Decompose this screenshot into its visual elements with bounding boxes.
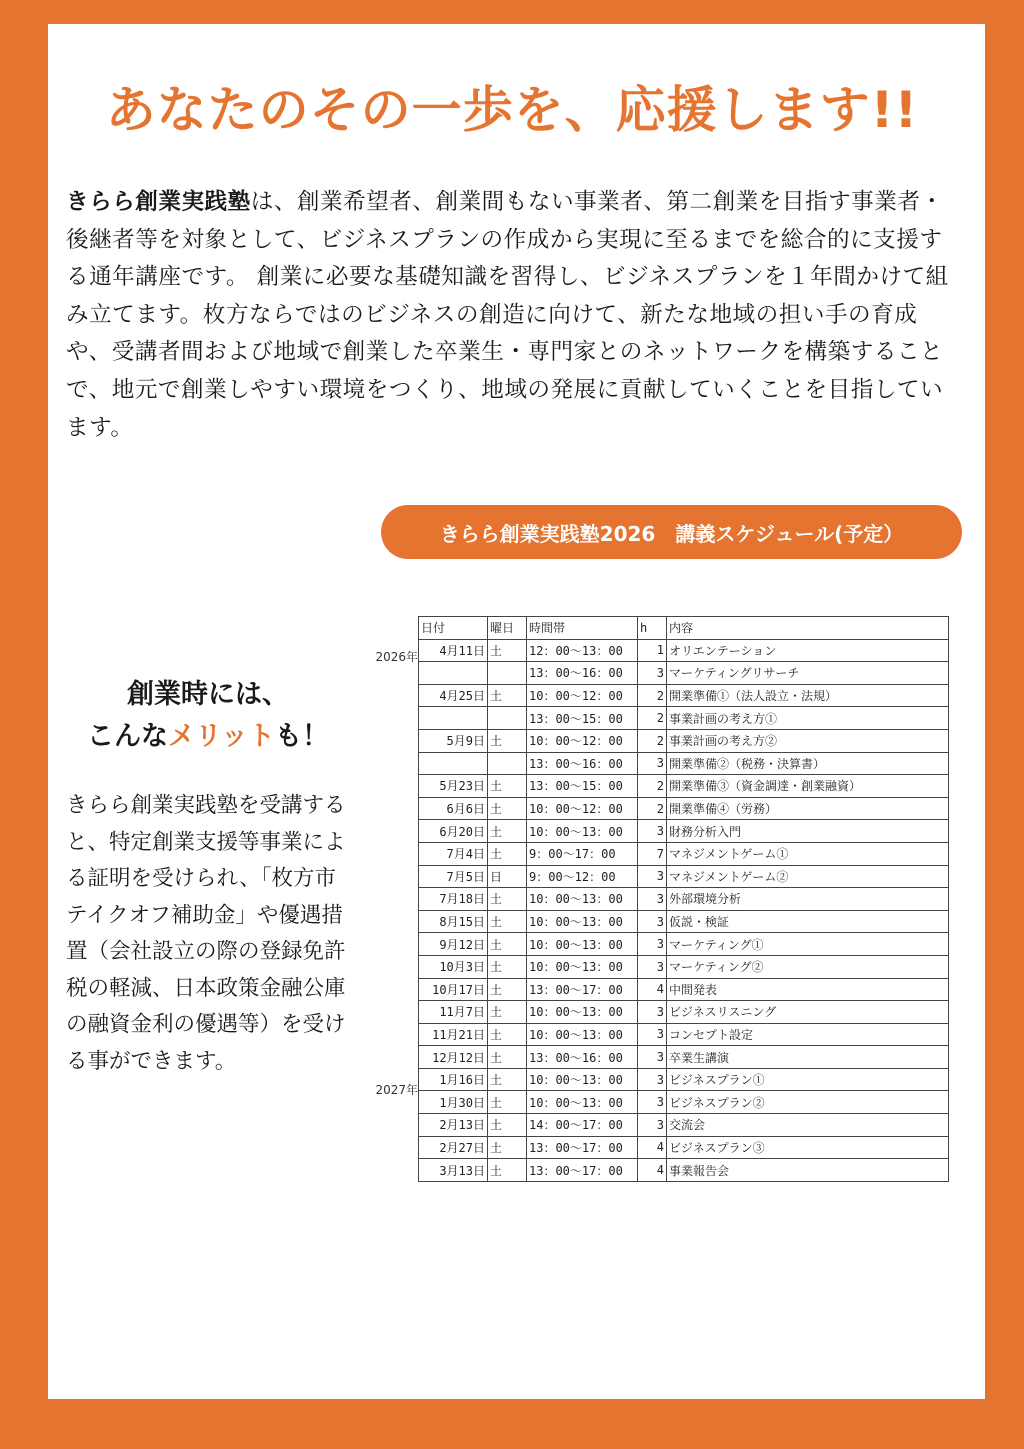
cell-day [488, 662, 527, 685]
cell-h: 1 [638, 639, 667, 662]
table-row [419, 729, 949, 752]
cell-h: 3 [638, 1091, 667, 1114]
cell-time: 13：00～16：00 [527, 662, 638, 685]
cell-date: 7月18日 [419, 888, 488, 911]
cell-time: 10：00～13：00 [527, 820, 638, 843]
cell-h: 4 [638, 1136, 667, 1159]
schedule-table [418, 616, 949, 1182]
cell-h: 3 [638, 1001, 667, 1024]
header-day: 曜日 [488, 617, 527, 640]
cell-day: 土 [488, 775, 527, 798]
cell-content: オリエンテーション [667, 639, 949, 662]
table-row [419, 684, 949, 707]
cell-h: 2 [638, 707, 667, 730]
cell-date [419, 752, 488, 775]
cell-date: 5月23日 [419, 775, 488, 798]
table-row [419, 1001, 949, 1024]
year-label-2026: 2026年 [375, 650, 418, 664]
cell-time: 10：00～12：00 [527, 797, 638, 820]
cell-date: 6月20日 [419, 820, 488, 843]
header-content: 内容 [667, 617, 949, 640]
cell-h: 3 [638, 1023, 667, 1046]
table-row [419, 1046, 949, 1069]
merit-heading-pre: こんな [87, 721, 169, 752]
cell-date [419, 662, 488, 685]
table-row [419, 978, 949, 1001]
schedule-header-row [419, 617, 949, 640]
merit-heading-line1: 創業時には、 [127, 679, 289, 710]
cell-time: 13：00～16：00 [527, 1046, 638, 1069]
cell-date: 7月4日 [419, 842, 488, 865]
cell-day: 土 [488, 1136, 527, 1159]
cell-date: 12月12日 [419, 1046, 488, 1069]
table-row [419, 752, 949, 775]
cell-day: 日 [488, 865, 527, 888]
table-row [419, 1023, 949, 1046]
cell-date: 4月11日 [419, 639, 488, 662]
cell-content: 卒業生講演 [667, 1046, 949, 1069]
table-row [419, 955, 949, 978]
cell-date: 11月21日 [419, 1023, 488, 1046]
cell-content: マーケティング② [667, 955, 949, 978]
headline: あなたのその一歩を、応援します!! [105, 81, 919, 139]
cell-day: 土 [488, 1114, 527, 1137]
cell-date: 10月3日 [419, 955, 488, 978]
merit-heading-line2 [48, 716, 368, 758]
table-row [419, 639, 949, 662]
cell-time: 13：00～17：00 [527, 1136, 638, 1159]
cell-day: 土 [488, 910, 527, 933]
cell-day: 土 [488, 1001, 527, 1024]
cell-date: 2月13日 [419, 1114, 488, 1137]
intro-text: は、創業希望者、創業間もない事業者、第二創業を目指す事業者・後継者等を対象として、ビジネスプランの作成から実現に至るまでを総合的に支援する通年講座です。 創業に必要な基礎知識を習得し、ビジネスプランを１年間かけて組み立てます。枚方ならではのビジネスの創造に向けて、新たな地域の担い手の育成や、受講者間および地域で創業した卒業生・専門家とのネットワークを構築することで、地元で創業しやすい環境をつくり、地域の発展に貢献していくことを目指しています。 [66, 189, 949, 441]
table-row [419, 1068, 949, 1091]
cell-h: 3 [638, 933, 667, 956]
cell-day: 土 [488, 955, 527, 978]
cell-time: 9：00～17：00 [527, 842, 638, 865]
table-row [419, 910, 949, 933]
cell-day: 土 [488, 1159, 527, 1182]
cell-date: 5月9日 [419, 729, 488, 752]
cell-day: 土 [488, 639, 527, 662]
cell-h: 2 [638, 729, 667, 752]
cell-content: 開業準備②（税務・決算書） [667, 752, 949, 775]
cell-time: 10：00～13：00 [527, 1001, 638, 1024]
cell-date: 10月17日 [419, 978, 488, 1001]
cell-h: 4 [638, 978, 667, 1001]
cell-content: 事業計画の考え方① [667, 707, 949, 730]
cell-time: 10：00～13：00 [527, 1023, 638, 1046]
merit-heading-accent: メリット [168, 721, 275, 752]
cell-day: 土 [488, 1046, 527, 1069]
cell-day: 土 [488, 1091, 527, 1114]
cell-time: 10：00～13：00 [527, 955, 638, 978]
cell-h: 3 [638, 752, 667, 775]
cell-date: 11月7日 [419, 1001, 488, 1024]
cell-time: 10：00～12：00 [527, 684, 638, 707]
cell-content: 開業準備③（資金調達・創業融資） [667, 775, 949, 798]
program-name: きらら創業実践塾 [66, 189, 251, 215]
cell-day: 土 [488, 820, 527, 843]
table-row [419, 1114, 949, 1137]
cell-h: 2 [638, 797, 667, 820]
cell-h: 2 [638, 775, 667, 798]
schedule-title-banner: きらら創業実践塾2026 講義スケジュール(予定） [381, 505, 962, 559]
cell-day [488, 707, 527, 730]
cell-content: 開業準備④（労務） [667, 797, 949, 820]
table-row [419, 820, 949, 843]
cell-time: 10：00～13：00 [527, 910, 638, 933]
cell-date [419, 707, 488, 730]
cell-time: 9：00～12：00 [527, 865, 638, 888]
cell-time: 13：00～17：00 [527, 1159, 638, 1182]
cell-content: ビジネスプラン① [667, 1068, 949, 1091]
cell-h: 2 [638, 684, 667, 707]
header-hours: h [638, 617, 667, 640]
cell-content: ビジネスプラン③ [667, 1136, 949, 1159]
cell-content: マーケティングリサーチ [667, 662, 949, 685]
cell-date: 1月16日 [419, 1068, 488, 1091]
cell-content: マネジメントゲーム② [667, 865, 949, 888]
cell-time: 13：00～15：00 [527, 707, 638, 730]
cell-h: 3 [638, 1068, 667, 1091]
table-row [419, 775, 949, 798]
cell-time: 12：00～13：00 [527, 639, 638, 662]
cell-h: 3 [638, 820, 667, 843]
merit-heading [48, 674, 368, 758]
cell-time: 10：00～13：00 [527, 1068, 638, 1091]
cell-h: 3 [638, 865, 667, 888]
cell-h: 3 [638, 888, 667, 911]
cell-date: 9月12日 [419, 933, 488, 956]
cell-content: 開業準備①（法人設立・法規） [667, 684, 949, 707]
table-row [419, 1091, 949, 1114]
cell-date: 7月5日 [419, 865, 488, 888]
cell-time: 10：00～13：00 [527, 888, 638, 911]
cell-date: 1月30日 [419, 1091, 488, 1114]
table-row [419, 797, 949, 820]
table-row [419, 933, 949, 956]
cell-content: ビジネスプラン② [667, 1091, 949, 1114]
cell-h: 3 [638, 955, 667, 978]
cell-content: 財務分析入門 [667, 820, 949, 843]
cell-day: 土 [488, 729, 527, 752]
cell-h: 4 [638, 1159, 667, 1182]
cell-h: 3 [638, 662, 667, 685]
cell-date: 2月27日 [419, 1136, 488, 1159]
cell-content: ビジネスリスニング [667, 1001, 949, 1024]
table-row [419, 662, 949, 685]
cell-day: 土 [488, 933, 527, 956]
cell-h: 3 [638, 910, 667, 933]
cell-day [488, 752, 527, 775]
cell-day: 土 [488, 797, 527, 820]
cell-day: 土 [488, 684, 527, 707]
table-row [419, 707, 949, 730]
cell-time: 13：00～17：00 [527, 978, 638, 1001]
cell-content: マーケティング① [667, 933, 949, 956]
cell-date: 6月6日 [419, 797, 488, 820]
cell-time: 10：00～13：00 [527, 1091, 638, 1114]
cell-day: 土 [488, 978, 527, 1001]
year-label-2027: 2027年 [375, 1083, 418, 1097]
cell-content: マネジメントゲーム① [667, 842, 949, 865]
intro-paragraph [66, 184, 952, 447]
cell-content: 事業計画の考え方② [667, 729, 949, 752]
table-row [419, 842, 949, 865]
cell-day: 土 [488, 1023, 527, 1046]
cell-time: 10：00～12：00 [527, 729, 638, 752]
cell-time: 10：00～13：00 [527, 933, 638, 956]
table-row [419, 888, 949, 911]
header-date: 日付 [419, 617, 488, 640]
cell-content: 交流会 [667, 1114, 949, 1137]
cell-time: 13：00～16：00 [527, 752, 638, 775]
cell-content: 仮説・検証 [667, 910, 949, 933]
cell-content: 事業報告会 [667, 1159, 949, 1182]
cell-time: 14：00～17：00 [527, 1114, 638, 1137]
table-row [419, 1136, 949, 1159]
cell-content: 外部環境分析 [667, 888, 949, 911]
cell-date: 4月25日 [419, 684, 488, 707]
cell-h: 7 [638, 842, 667, 865]
cell-content: コンセプト設定 [667, 1023, 949, 1046]
table-row [419, 1159, 949, 1182]
header-time: 時間帯 [527, 617, 638, 640]
cell-content: 中間発表 [667, 978, 949, 1001]
cell-h: 3 [638, 1046, 667, 1069]
cell-day: 土 [488, 888, 527, 911]
cell-time: 13：00～15：00 [527, 775, 638, 798]
merit-body: きらら創業実践塾を受講すると、特定創業支援等事業による証明を受けられ、「枚方市テイクオフ補助金」や優遇措置（会社設立の際の登録免許税の軽減、日本政策金融公庫の融資金利の優遇等）を受ける事ができます。 [66, 793, 346, 1074]
merit-heading-post: も！ [274, 721, 329, 752]
cell-day: 土 [488, 1068, 527, 1091]
cell-date: 3月13日 [419, 1159, 488, 1182]
cell-h: 3 [638, 1114, 667, 1137]
cell-day: 土 [488, 842, 527, 865]
cell-date: 8月15日 [419, 910, 488, 933]
table-row [419, 865, 949, 888]
